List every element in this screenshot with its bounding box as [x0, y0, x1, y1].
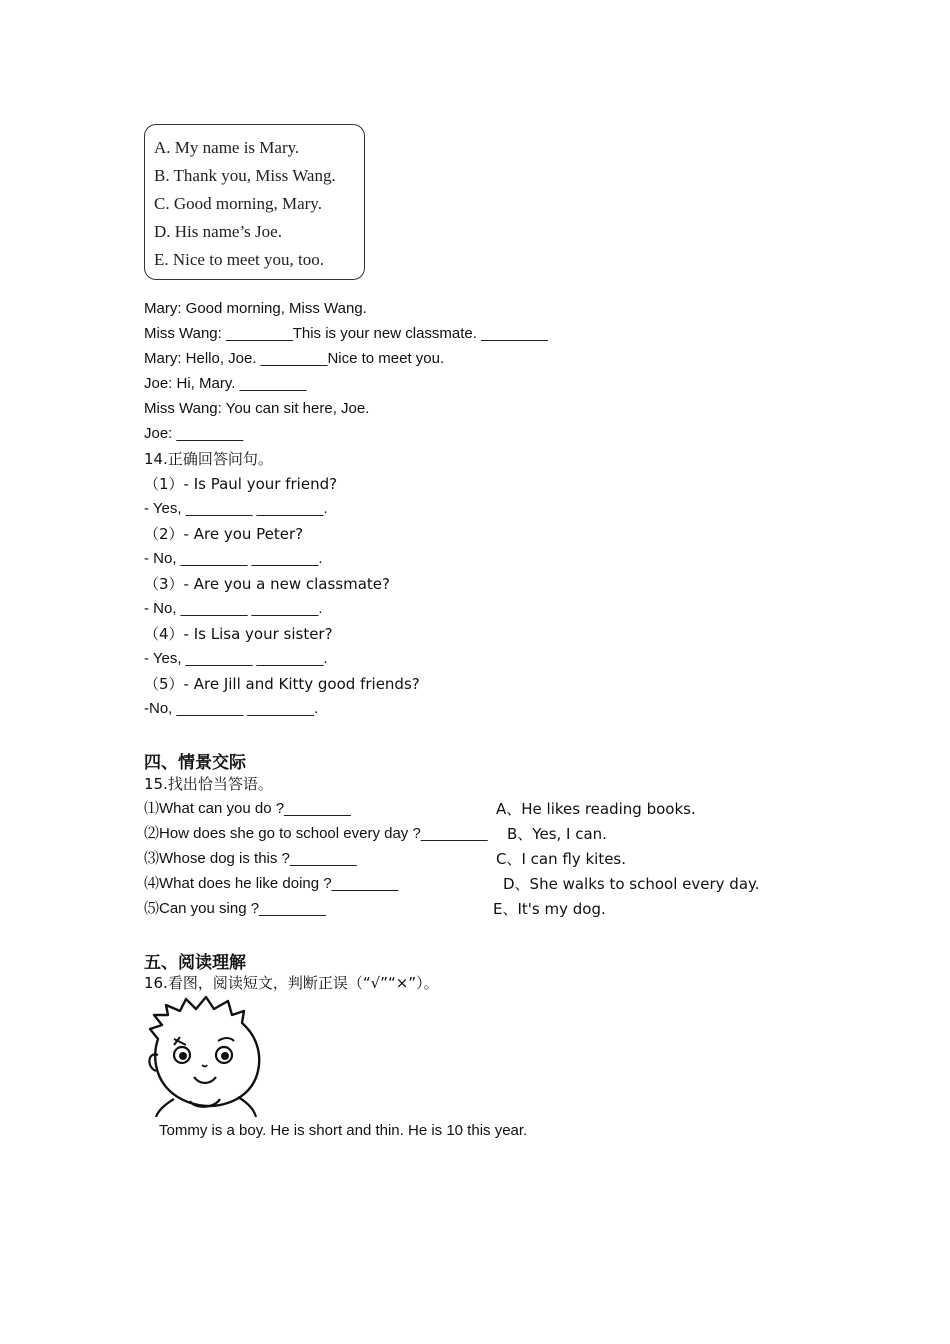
section-4-heading: 四、情景交际	[144, 753, 246, 773]
option-d: D. His name’s Joe.	[154, 222, 282, 241]
dialogue-line: Joe: ________	[144, 425, 244, 442]
option-c: C. Good morning, Mary.	[154, 194, 322, 213]
option-b: B. Thank you, Miss Wang.	[154, 166, 336, 185]
q14-line: （5）- Are Jill and Kitty good friends?	[144, 675, 420, 693]
boy-illustration	[144, 995, 266, 1117]
q15-question: ⑵How does she go to school every day ?________	[144, 825, 488, 842]
q14-line: （2）- Are you Peter?	[144, 525, 304, 543]
q15-question: ⑴What can you do ?________	[144, 800, 351, 817]
q14-line: （3）- Are you a new classmate?	[144, 575, 390, 593]
q14-line: -No, ________ ________.	[144, 700, 319, 717]
q14-line: （1）- Is Paul your friend?	[144, 475, 338, 493]
dialogue-line: Miss Wang: ________This is your new classmate. ________	[144, 325, 548, 342]
option-a: A. My name is Mary.	[154, 138, 300, 157]
options-box	[144, 124, 365, 280]
q14-line: （4）- Is Lisa your sister?	[144, 625, 333, 643]
q15-answer: C、I can fly kites.	[496, 850, 627, 868]
dialogue-line: Joe: Hi, Mary. ________	[144, 375, 307, 392]
q15-question: ⑸Can you sing ?________	[144, 900, 326, 917]
q16-passage: Tommy is a boy. He is short and thin. He is 10 this year.	[159, 1122, 528, 1139]
section-5-heading: 五、阅读理解	[144, 953, 246, 973]
q15-question: ⑷What does he like doing ?________	[144, 875, 399, 892]
q14-line: - No, ________ ________.	[144, 600, 323, 617]
q14-title: 14.正确回答问句。	[144, 450, 273, 468]
q16-title: 16.看图，阅读短文，判断正误（“√”“×”）。	[144, 974, 439, 992]
q14-line: - Yes, ________ ________.	[144, 500, 328, 517]
q14-line: - Yes, ________ ________.	[144, 650, 328, 667]
dialogue-line: Miss Wang: You can sit here, Joe.	[144, 400, 370, 417]
q15-question: ⑶Whose dog is this ?________	[144, 850, 357, 867]
q15-answer: A、He likes reading books.	[496, 800, 696, 818]
q15-answer: B、Yes, I can.	[507, 825, 607, 843]
dialogue-line: Mary: Hello, Joe. ________Nice to meet you.	[144, 350, 445, 367]
option-e: E. Nice to meet you, too.	[154, 250, 324, 269]
q15-answer: D、She walks to school every day.	[503, 875, 760, 893]
q15-title: 15.找出恰当答语。	[144, 775, 273, 793]
q15-answer: E、It's my dog.	[493, 900, 606, 918]
q14-line: - No, ________ ________.	[144, 550, 323, 567]
dialogue-line: Mary: Good morning, Miss Wang.	[144, 300, 367, 317]
